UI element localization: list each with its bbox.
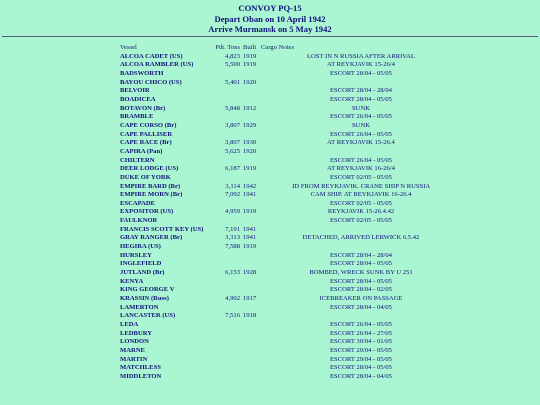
table-row bbox=[120, 131, 461, 140]
notes-cell: ESCORT 28/04 - 05/05 bbox=[330, 260, 392, 268]
vessel-cell: INGLEFIELD bbox=[120, 260, 162, 268]
convoy-table bbox=[120, 44, 461, 382]
built-cell bbox=[243, 174, 261, 183]
vessel-cell: LONDON bbox=[120, 338, 149, 346]
page-header bbox=[0, 0, 540, 35]
tons-cell bbox=[207, 330, 243, 339]
table-row bbox=[120, 122, 461, 131]
notes-cell: AT REYKJAVIK 15-26.4 bbox=[327, 139, 395, 147]
vessel-cell: LEDBURY bbox=[120, 329, 153, 337]
notes-cell: ESCORT 26/04 - 05/05 bbox=[330, 113, 392, 121]
tons-cell: 5,848 bbox=[225, 104, 240, 112]
tons-cell: 7,191 bbox=[225, 225, 240, 233]
vessel-cell: LANCASTER (US) bbox=[120, 312, 176, 320]
built-cell: 1920 bbox=[243, 147, 257, 155]
vessel-cell: LAMERTON bbox=[120, 303, 159, 311]
vessel-cell: CAPE CORSO (Br) bbox=[120, 121, 177, 129]
vessel-cell: ESCAPADE bbox=[120, 199, 156, 207]
notes-cell: ESCORT 02/05 - 05/05 bbox=[330, 173, 392, 181]
table-row bbox=[120, 208, 461, 217]
table-row bbox=[120, 295, 461, 304]
tons-cell: 3,114 bbox=[225, 182, 240, 190]
notes-cell: DETACHED, ARRIVED LERWICK 6.5.42 bbox=[302, 234, 420, 242]
tons-cell bbox=[207, 252, 243, 261]
tons-cell bbox=[207, 356, 243, 365]
tons-cell: 4,959 bbox=[225, 208, 240, 216]
built-cell: 1941 bbox=[243, 191, 257, 199]
vessel-cell: MARTIN bbox=[120, 355, 148, 363]
tons-cell bbox=[207, 200, 243, 209]
built-cell: 1920 bbox=[243, 78, 257, 86]
table-row bbox=[120, 200, 461, 209]
table-row bbox=[120, 321, 461, 330]
vessel-cell: BADSWORTH bbox=[120, 69, 164, 77]
column-header-built: Built bbox=[243, 44, 257, 51]
tons-cell: 3,807 bbox=[225, 139, 240, 147]
table-row bbox=[120, 356, 461, 365]
built-cell: 1919 bbox=[243, 243, 257, 251]
built-cell bbox=[243, 304, 261, 313]
tons-cell: 7,092 bbox=[225, 191, 240, 199]
notes-cell: ESCORT 26/04 - 05/05 bbox=[330, 321, 392, 328]
notes-cell: ESCORT 02/05 - 05/05 bbox=[330, 199, 392, 207]
notes-cell bbox=[261, 312, 461, 321]
notes-cell: ESCORT 26/04 - 05/05 bbox=[330, 130, 392, 138]
vessel-cell: HURSLEY bbox=[120, 251, 152, 259]
tons-cell: 5,625 bbox=[225, 147, 240, 155]
notes-cell: ICEBREAKER ON PASSAGE bbox=[319, 295, 403, 303]
built-cell bbox=[243, 364, 261, 373]
vessel-cell: BRAMBLE bbox=[120, 113, 154, 121]
built-cell: 1917 bbox=[243, 295, 257, 303]
notes-cell: ESCORT 26/04 - 27/05 bbox=[330, 329, 392, 337]
built-cell: 1919 bbox=[243, 165, 257, 173]
built-cell bbox=[243, 278, 261, 287]
built-cell bbox=[243, 347, 261, 356]
column-header-tons: Pdt. Tons bbox=[215, 44, 240, 51]
vessel-cell: FAULKNOR bbox=[120, 217, 158, 225]
table-row bbox=[120, 286, 461, 295]
tons-cell bbox=[207, 96, 243, 105]
header-divider bbox=[2, 36, 538, 37]
built-cell: 1942 bbox=[243, 182, 257, 190]
tons-cell bbox=[207, 131, 243, 140]
notes-cell: ESCORT 26/04 - 05/05 bbox=[330, 156, 392, 164]
built-cell bbox=[243, 330, 261, 339]
table-row bbox=[120, 312, 461, 321]
notes-cell: ESCORT 28/04 - 02/05 bbox=[330, 286, 392, 294]
notes-cell bbox=[261, 226, 461, 235]
tons-cell: 4,902 bbox=[225, 295, 240, 303]
built-cell bbox=[243, 217, 261, 226]
vessel-cell: DEER LODGE (US) bbox=[120, 165, 179, 173]
table-row bbox=[120, 96, 461, 105]
vessel-cell: MATCHLESS bbox=[120, 364, 161, 372]
tons-cell bbox=[207, 364, 243, 373]
tons-cell bbox=[207, 278, 243, 287]
table-row bbox=[120, 191, 461, 200]
departure-line: Depart Oban on 10 April 1942 bbox=[214, 13, 326, 24]
notes-cell: ESCORT 28/04 - 05/05 bbox=[330, 277, 392, 285]
tons-cell: 3,313 bbox=[225, 234, 240, 242]
built-cell: 1919 bbox=[243, 208, 257, 216]
built-cell: 1941 bbox=[243, 225, 257, 233]
table-row bbox=[120, 70, 461, 79]
notes-cell: JD FROM REYKJAVIK. CRANE SHIP N RUSSIA bbox=[291, 182, 431, 190]
vessel-cell: KENYA bbox=[120, 277, 144, 285]
table-row bbox=[120, 217, 461, 226]
vessel-cell: JUTLAND (Br) bbox=[120, 269, 165, 277]
table-header-row bbox=[120, 44, 461, 53]
built-cell: 1919 bbox=[243, 52, 257, 60]
tons-cell: 6,153 bbox=[225, 269, 240, 277]
notes-cell: SUNK bbox=[352, 104, 370, 112]
notes-cell: AT REYKJAVIK 16-26/4 bbox=[327, 165, 395, 173]
table-row bbox=[120, 61, 461, 70]
built-cell: 1919 bbox=[243, 61, 257, 69]
table-row bbox=[120, 269, 461, 278]
vessel-cell: GRAY RANGER (Br) bbox=[120, 234, 183, 242]
table-row bbox=[120, 139, 461, 148]
vessel-cell: MIDDLETON bbox=[120, 372, 162, 380]
vessel-cell: KRASSIN (Russ) bbox=[120, 295, 169, 303]
table-row bbox=[120, 304, 461, 313]
tons-cell bbox=[207, 157, 243, 166]
built-cell: 1928 bbox=[243, 269, 257, 277]
tons-cell bbox=[207, 321, 243, 330]
notes-cell: ESCORT 28/04 - 28/04 bbox=[330, 87, 392, 95]
tons-cell bbox=[207, 338, 243, 347]
tons-cell: 5,401 bbox=[225, 78, 240, 86]
notes-cell: CAM SHIP. AT REYKJAVIK 16-26.4 bbox=[310, 191, 412, 199]
table-row bbox=[120, 165, 461, 174]
built-cell bbox=[243, 131, 261, 140]
column-header-notes: Cargo Notes bbox=[261, 44, 295, 51]
tons-cell bbox=[207, 260, 243, 269]
notes-cell: AT REYKJAVIK 15-26/4 bbox=[327, 61, 395, 69]
table-row bbox=[120, 226, 461, 235]
vessel-cell: EMPIRE MORN (Br) bbox=[120, 191, 183, 199]
table-row bbox=[120, 243, 461, 252]
notes-cell: LOST IN N RUSSIA AFTER ARRIVAL bbox=[306, 52, 416, 60]
table-row bbox=[120, 105, 461, 114]
tons-cell: 7,516 bbox=[225, 312, 240, 320]
vessel-cell: CAPIRA (Pan) bbox=[120, 147, 163, 155]
built-cell: 1930 bbox=[243, 139, 257, 147]
vessel-cell: DUKE OF YORK bbox=[120, 173, 171, 181]
built-cell bbox=[243, 70, 261, 79]
table-row bbox=[120, 373, 461, 382]
built-cell bbox=[243, 260, 261, 269]
notes-cell: REYKJAVIK 15-26.4.42 bbox=[327, 208, 395, 216]
tons-cell: 6,187 bbox=[225, 165, 240, 173]
tons-cell bbox=[207, 373, 243, 382]
vessel-cell: ALCOA RAMBLER (US) bbox=[120, 61, 194, 69]
notes-cell: ESCORT 02/05 - 05/05 bbox=[330, 217, 392, 225]
built-cell: 1929 bbox=[243, 121, 257, 129]
built-cell bbox=[243, 252, 261, 261]
notes-cell bbox=[261, 79, 461, 88]
table-row bbox=[120, 79, 461, 88]
vessel-cell: CAPE PALLISER bbox=[120, 130, 173, 138]
table-row bbox=[120, 364, 461, 373]
tons-cell bbox=[207, 70, 243, 79]
built-cell bbox=[243, 356, 261, 365]
tons-cell: 7,588 bbox=[225, 243, 240, 251]
table-row bbox=[120, 174, 461, 183]
vessel-cell: BELVOIR bbox=[120, 87, 150, 95]
column-header-vessel: Vessel bbox=[120, 44, 137, 51]
built-cell bbox=[243, 338, 261, 347]
notes-cell bbox=[261, 243, 461, 252]
table-row bbox=[120, 330, 461, 339]
notes-cell: ESCORT 28/04 - 05/05 bbox=[330, 69, 392, 77]
vessel-cell: LEDA bbox=[120, 321, 139, 328]
notes-cell: ESCORT 28/04 - 04/05 bbox=[330, 372, 392, 380]
tons-cell: 5,500 bbox=[225, 61, 240, 69]
tons-cell bbox=[207, 286, 243, 295]
vessel-cell: BOTAVON (Br) bbox=[120, 104, 166, 112]
notes-cell: ESCORT 28/04 - 28/04 bbox=[330, 251, 392, 259]
tons-cell bbox=[207, 113, 243, 122]
table-row bbox=[120, 347, 461, 356]
vessel-cell: EXPOSITOR (US) bbox=[120, 208, 174, 216]
table-row bbox=[120, 260, 461, 269]
built-cell: 1941 bbox=[243, 234, 257, 242]
table-row bbox=[120, 183, 461, 192]
notes-cell bbox=[261, 148, 461, 157]
vessel-cell: BAYOU CHICO (US) bbox=[120, 78, 182, 86]
table-row bbox=[120, 87, 461, 96]
tons-cell bbox=[207, 347, 243, 356]
notes-cell: ESCORT 29/04 - 05/05 bbox=[330, 355, 392, 363]
table-row bbox=[120, 252, 461, 261]
tons-cell: 4,823 bbox=[225, 52, 240, 60]
table-row bbox=[120, 278, 461, 287]
page-title: CONVOY PQ-15 bbox=[238, 3, 302, 13]
tons-cell bbox=[207, 87, 243, 96]
table-row bbox=[120, 53, 461, 62]
vessel-cell: BOADICEA bbox=[120, 95, 156, 103]
arrival-line: Arrive Murmansk on 5 May 1942 bbox=[208, 24, 332, 34]
built-cell bbox=[243, 113, 261, 122]
built-cell: 1912 bbox=[243, 104, 257, 112]
built-cell: 1918 bbox=[243, 312, 257, 320]
built-cell bbox=[243, 157, 261, 166]
table-row bbox=[120, 234, 461, 243]
table-row bbox=[120, 338, 461, 347]
notes-cell: BOMBED, WRECK SUNK BY U 251 bbox=[309, 269, 413, 277]
vessel-cell: KING GEORGE V bbox=[120, 286, 175, 294]
vessel-cell: HEGIRA (US) bbox=[120, 243, 161, 251]
notes-cell: ESCORT 30/04 - 01/05 bbox=[330, 338, 392, 346]
tons-cell bbox=[207, 174, 243, 183]
built-cell bbox=[243, 87, 261, 96]
notes-cell: ESCORT 28/04 - 04/05 bbox=[330, 303, 392, 311]
tons-cell bbox=[207, 304, 243, 313]
tons-cell bbox=[207, 217, 243, 226]
table-row bbox=[120, 148, 461, 157]
built-cell bbox=[243, 200, 261, 209]
vessel-cell: EMPIRE BARD (Br) bbox=[120, 182, 181, 190]
vessel-cell: FRANCIS SCOTT KEY (US) bbox=[120, 225, 204, 233]
table-row bbox=[120, 113, 461, 122]
notes-cell: ESCORT 28/04 - 05/05 bbox=[330, 364, 392, 372]
vessel-cell: CHILTERN bbox=[120, 156, 155, 164]
notes-cell: SUNK bbox=[352, 121, 370, 129]
notes-cell: ESCORT 29/04 - 05/05 bbox=[330, 346, 392, 354]
vessel-cell: MARNE bbox=[120, 346, 145, 354]
built-cell bbox=[243, 286, 261, 295]
table-row bbox=[120, 157, 461, 166]
built-cell bbox=[243, 321, 261, 330]
vessel-cell: ALCOA CADET (US) bbox=[120, 52, 183, 60]
tons-cell: 3,807 bbox=[225, 121, 240, 129]
vessel-cell: CAPE RACE (Br) bbox=[120, 139, 172, 147]
built-cell bbox=[243, 373, 261, 382]
built-cell bbox=[243, 96, 261, 105]
notes-cell: ESCORT 28/04 - 05/05 bbox=[330, 95, 392, 103]
